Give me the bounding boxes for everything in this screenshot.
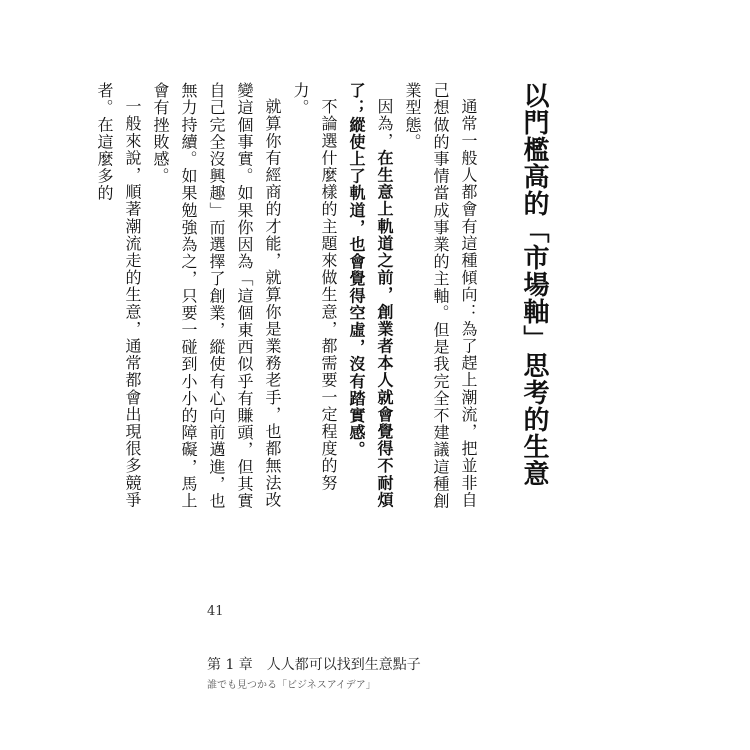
running-chapter-subtitle: 誰でも見つかる「ビジネスアイデア」 [207,680,376,691]
body-text [95,82,482,522]
page-number: 41 [207,604,224,619]
paragraph-3 [286,82,342,522]
paragraph-2-emphasis: 在生意上軌道之前，創業者本人就會覺得不耐煩了；縱使上了軌道，也會覺得空虛，沒有踏實感。 [347,82,394,509]
paragraph-1-text: 通常一般人都會有這種傾向：為了趕上潮流，把並非自己想做的事情當成事業的主軸。但是我完全不建議這種創業型態。 [403,82,478,510]
paragraph-5-text: 一般來說，順著潮流走的生意，通常都會出現很多競爭者。在這麼多的 [95,82,142,509]
paragraph-1 [398,82,482,522]
section-heading: 以門檻高的「市場軸」思考的生意 [519,82,549,487]
paragraph-4-text: 就算你有經商的才能，就算你是業務老手，也都無法改變這個事實。如果你因為「這個東西似乎有賺頭，但其實自己完全沒興趣」而選擇了創業，縱使有心向前邁進，也無力持續。如果勉強為之，只要一碰到小小的障礙，馬上會有挫敗感。 [151,82,282,510]
paragraph-2 [342,82,398,522]
paragraph-2-text: 因為， [375,98,394,150]
running-chapter-title: 第 1 章 人人都可以找到生意點子 [207,657,421,673]
paragraph-5 [90,82,146,522]
paragraph-3-text: 不論選什麼樣的主題來做生意，都需要一定程度的努力。 [291,82,338,492]
paragraph-4 [146,82,286,522]
